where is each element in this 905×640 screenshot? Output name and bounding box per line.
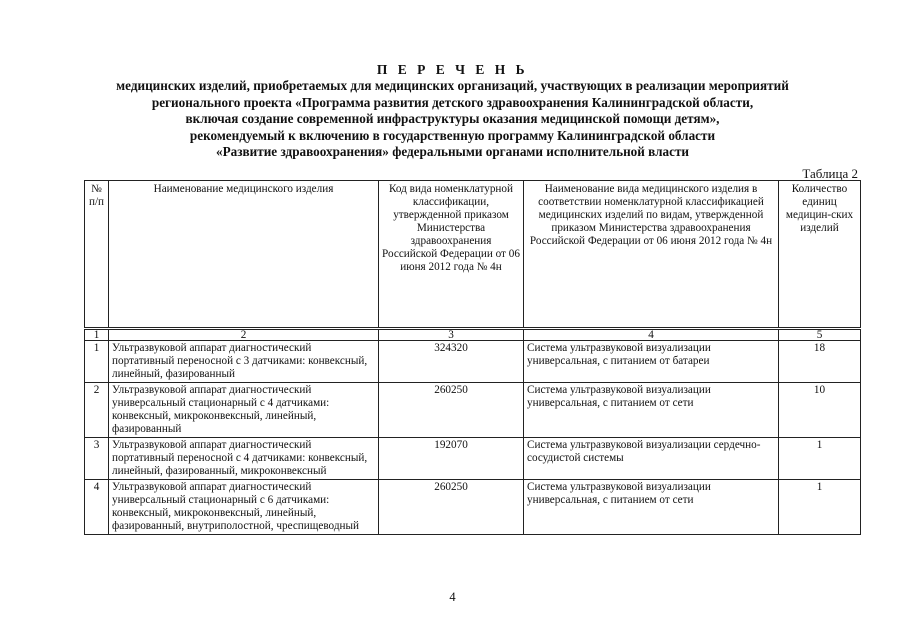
title-line: регионального проекта «Программа развития детского здравоохранения Калининградской области, — [151, 94, 754, 110]
title-line: медицинских изделий, приобретаемых для медицинских организаций, участвующих в реализации мероприятий — [116, 78, 789, 93]
medical-devices-table — [84, 180, 861, 535]
document-heading: П Е Р Е Ч Е Н Ь — [376, 62, 529, 77]
row-number: 4 — [85, 480, 109, 535]
nomenclature-code: 260250 — [379, 480, 524, 535]
row-number: 3 — [85, 438, 109, 480]
column-header-nomenclature-code: Код вида номенклатурной классификации, утвержденной приказом Министерства здравоохранения Российской Федерации от 06 июня 2012 года № 4н — [379, 181, 524, 329]
device-quantity: 10 — [779, 383, 861, 438]
table-row — [85, 383, 861, 438]
column-index: 3 — [379, 329, 524, 341]
nomenclature-code: 260250 — [379, 383, 524, 438]
document-title-block — [40, 62, 865, 161]
column-index: 2 — [109, 329, 379, 341]
column-header-quantity: Количество единиц медицин-ских изделий — [779, 181, 861, 329]
device-name: Ультразвуковой аппарат диагностический портативный переносной с 3 датчиками: конвексный, линейный, фазированный — [109, 341, 379, 383]
table-label: Таблица 2 — [802, 166, 858, 181]
table-header-row — [85, 181, 861, 329]
device-kind: Система ультразвуковой визуализации универсальная, с питанием от батареи — [524, 341, 779, 383]
nomenclature-code: 192070 — [379, 438, 524, 480]
column-header-device-kind: Наименование вида медицинского изделия в соответствии номенклатурной классификацией медицинских изделий по видам, утвержденной приказом Министерства здравоохранения Российской Федерации от 06 июня 2012 года № 4н — [524, 181, 779, 329]
device-quantity: 18 — [779, 341, 861, 383]
device-kind: Система ультразвуковой визуализации универсальная, с питанием от сети — [524, 480, 779, 535]
device-quantity: 1 — [779, 480, 861, 535]
column-index: 1 — [85, 329, 109, 341]
column-header-number: № п/п — [85, 181, 109, 329]
device-name: Ультразвуковой аппарат диагностический универсальный стационарный с 6 датчиками: конвексный, микроконвексный, линейный, фазированный, внутриполостной, чреспищеводный — [109, 480, 379, 535]
device-name: Ультразвуковой аппарат диагностический универсальный стационарный с 4 датчиками: конвексный, микроконвексный, линейный, фазированный — [109, 383, 379, 438]
title-line: рекомендуемый к включению в государственную программу Калининградской области — [189, 127, 716, 143]
table-row — [85, 341, 861, 383]
nomenclature-code: 324320 — [379, 341, 524, 383]
column-index: 4 — [524, 329, 779, 341]
row-number: 2 — [85, 383, 109, 438]
column-header-device-name: Наименование медицинского изделия — [109, 181, 379, 329]
device-quantity: 1 — [779, 438, 861, 480]
device-kind: Система ультразвуковой визуализации универсальная, с питанием от сети — [524, 383, 779, 438]
table-row — [85, 480, 861, 535]
table-row — [85, 438, 861, 480]
title-line: включая создание современной инфраструктуры оказания медицинской помощи детям», — [185, 111, 720, 126]
title-line: «Развитие здравоохранения» федеральными органами исполнительной власти — [215, 144, 690, 159]
column-index-row — [85, 329, 861, 341]
column-index: 5 — [779, 329, 861, 341]
device-kind: Система ультразвуковой визуализации сердечно-сосудистой системы — [524, 438, 779, 480]
row-number: 1 — [85, 341, 109, 383]
page-number: 4 — [449, 590, 456, 604]
device-name: Ультразвуковой аппарат диагностический портативный переносной с 4 датчиками: конвексный, линейный, фазированный, микроконвексный — [109, 438, 379, 480]
